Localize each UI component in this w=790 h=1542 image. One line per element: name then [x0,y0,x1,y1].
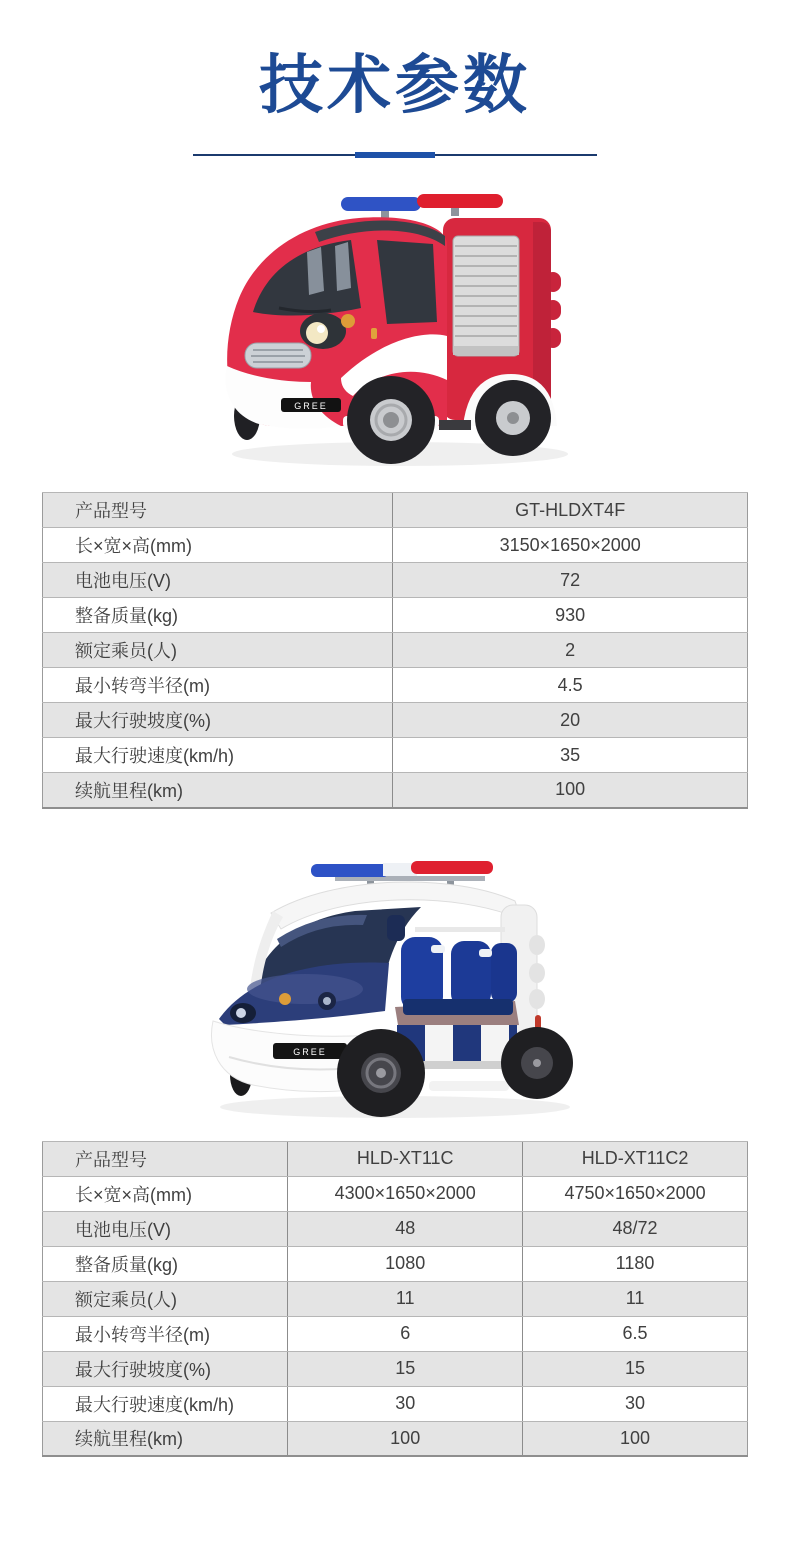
spec-table-fire-truck [42,492,748,809]
spec-value-cell: 4300×1650×2000 [288,1176,523,1211]
spec-label-cell: 最大行驶速度(km/h) [43,738,393,773]
spec-value-cell: 100 [288,1421,523,1456]
spec-value-cell: 6.5 [523,1316,748,1351]
emergency-light-bar [341,194,503,218]
spec-label-cell: 产品型号 [43,493,393,528]
brand-badge [273,1043,347,1059]
rear-wheel [475,380,551,456]
underbody [439,420,471,430]
brand-badge [281,398,341,412]
spec-value-cell: 15 [288,1351,523,1386]
spec-row [43,1176,748,1211]
spec-value-cell: 15 [523,1351,748,1386]
spec-label-cell: 电池电压(V) [43,563,393,598]
front-wheel [337,1029,425,1117]
spec-row [43,668,748,703]
spec-value-cell: 11 [288,1281,523,1316]
spec-label-cell: 最大行驶坡度(%) [43,1351,288,1386]
rear-wheel [501,1027,573,1099]
spec-value-cell: 100 [523,1421,748,1456]
spec-label-cell: 最大行驶坡度(%) [43,703,393,738]
spec-row [43,1141,748,1176]
spec-value-cell: 2 [393,633,748,668]
door-window [377,240,437,324]
spec-row [43,1211,748,1246]
spec-label-cell: 产品型号 [43,1141,288,1176]
fire-truck-figure [0,180,790,480]
spec-label-cell: 额定乘员(人) [43,633,393,668]
spec-row [43,1281,748,1316]
rocker-panel [429,1081,509,1091]
spec-row [43,1246,748,1281]
spec-value-cell: 72 [393,563,748,598]
spec-label-cell: 额定乘员(人) [43,1281,288,1316]
title-divider [193,152,597,158]
spec-row [43,1351,748,1386]
spec-value-cell: 4.5 [393,668,748,703]
spec-sheet-page [0,46,790,1457]
spec-row [43,773,748,808]
spec-value-cell: 30 [523,1386,748,1421]
spec-label-cell: 续航里程(km) [43,773,393,808]
spec-value-cell: 1180 [523,1246,748,1281]
spec-row [43,703,748,738]
svg-text:GREE: GREE [294,401,328,411]
spec-value-cell: 35 [393,738,748,773]
spec-value-cell: 930 [393,598,748,633]
svg-text:GREE: GREE [293,1046,327,1057]
patrol-cart-image [180,849,610,1129]
page-title: 技术参数 [259,49,531,123]
spec-row [43,1386,748,1421]
spec-row [43,738,748,773]
spec-label-cell: 长×宽×高(mm) [43,1176,288,1211]
spec-value-cell: 11 [523,1281,748,1316]
spec-row [43,528,748,563]
side-mirror [387,915,405,941]
front-wheel [347,376,435,464]
divider-thick-segment [355,152,435,158]
spec-table-patrol-cart [42,1141,748,1458]
fire-truck-image [195,180,595,480]
spec-value-cell: 48/72 [523,1211,748,1246]
spec-label-cell: 整备质量(kg) [43,598,393,633]
spec-row [43,493,748,528]
roof-rail [415,927,505,932]
front-grille [245,343,311,368]
spec-value-cell: HLD-XT11C [288,1141,523,1176]
spec-value-cell: 48 [288,1211,523,1246]
spec-row [43,1316,748,1351]
spec-label-cell: 长×宽×高(mm) [43,528,393,563]
spec-value-cell: 4750×1650×2000 [523,1176,748,1211]
spec-label-cell: 最大行驶速度(km/h) [43,1386,288,1421]
passenger-seats [387,915,519,1031]
patrol-cart-figure [0,849,790,1129]
spec-value-cell: 3150×1650×2000 [393,528,748,563]
spec-value-cell: 30 [288,1386,523,1421]
spec-label-cell: 续航里程(km) [43,1421,288,1456]
spec-label-cell: 最小转弯半径(m) [43,1316,288,1351]
spec-value-cell: 100 [393,773,748,808]
spec-label-cell: 电池电压(V) [43,1211,288,1246]
side-marker [371,328,377,339]
spec-row [43,598,748,633]
spec-value-cell: HLD-XT11C2 [523,1141,748,1176]
spec-value-cell: 1080 [288,1246,523,1281]
spec-value-cell: 6 [288,1316,523,1351]
spec-label-cell: 整备质量(kg) [43,1246,288,1281]
spec-row [43,1421,748,1456]
spec-value-cell: GT-HLDXT4F [393,493,748,528]
spec-value-cell: 20 [393,703,748,738]
spec-row [43,633,748,668]
spec-row [43,563,748,598]
spec-label-cell: 最小转弯半径(m) [43,668,393,703]
